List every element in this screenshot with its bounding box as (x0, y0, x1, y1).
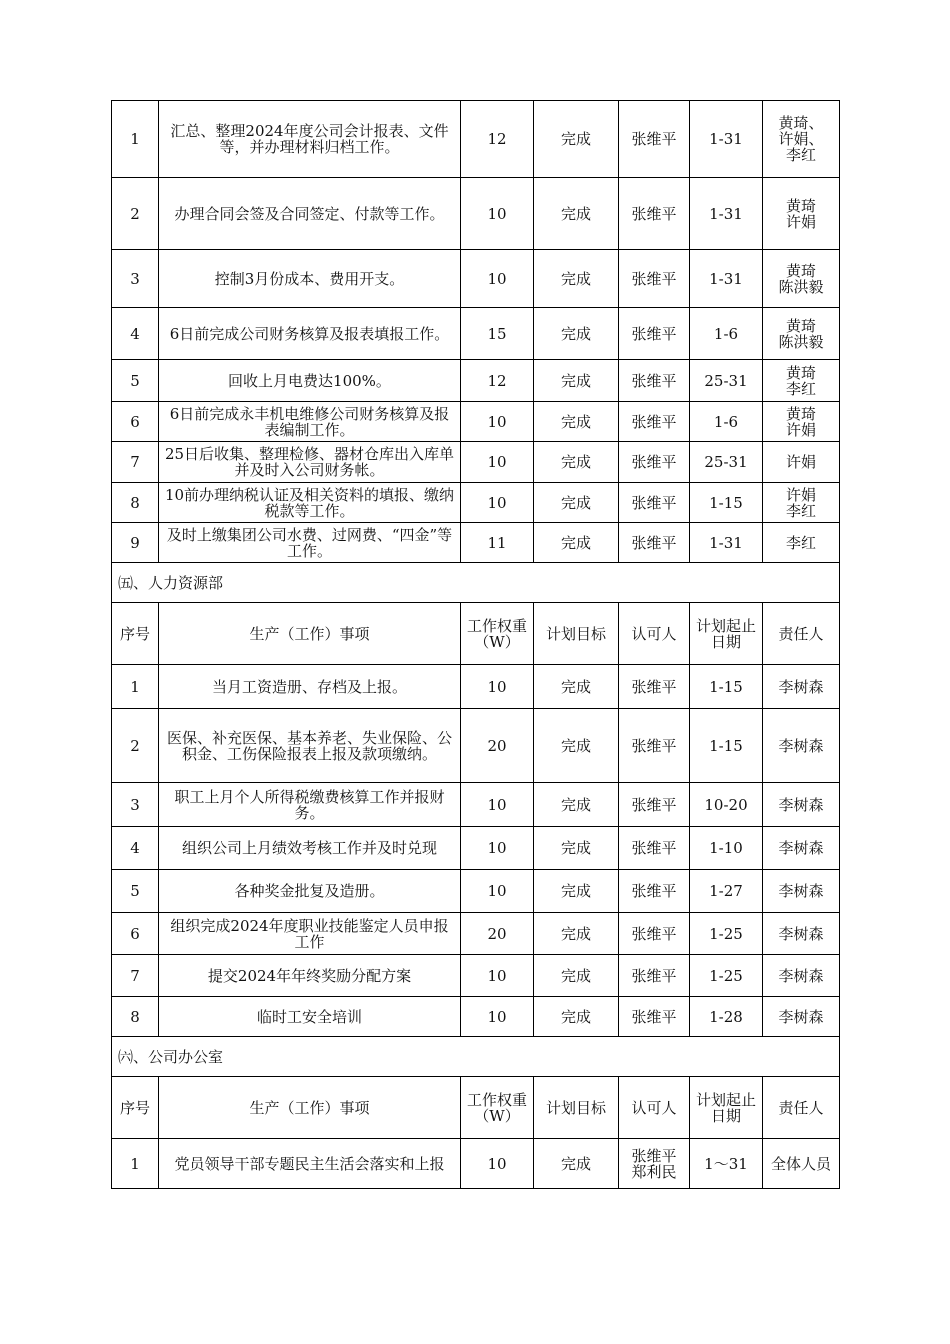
finance-table-row (112, 101, 840, 178)
date-range-cell: 25-31 (690, 442, 763, 483)
owner-cell: 李树森 (763, 955, 840, 997)
weight-cell: 10 (461, 783, 534, 827)
task-description: 提交2024年年终奖励分配方案 (159, 955, 461, 997)
hr-table-row (112, 955, 840, 997)
date-range-cell: 1-28 (690, 997, 763, 1037)
header-target: 计划目标 (534, 603, 619, 665)
weight-cell: 10 (461, 955, 534, 997)
owner-cell-line: 许娟 (785, 420, 816, 439)
hr-table-row (112, 870, 840, 913)
section-title: ㈥、公司办公室 (112, 1037, 840, 1077)
date-range-cell: 1-15 (690, 709, 763, 783)
row-number: 8 (112, 483, 159, 523)
weight-cell: 10 (461, 178, 534, 250)
weight-cell: 12 (461, 360, 534, 402)
owner-cell (763, 178, 840, 250)
hr-table-row (112, 997, 840, 1037)
hr-table-row (112, 827, 840, 870)
target-cell: 完成 (534, 308, 619, 360)
target-cell: 完成 (534, 783, 619, 827)
header-owner: 责任人 (763, 603, 840, 665)
row-number: 3 (112, 783, 159, 827)
approver-cell: 张维平 (619, 523, 690, 563)
date-range-cell: 1-15 (690, 483, 763, 523)
hr-table-row (112, 913, 840, 955)
owner-cell-line: 黄琦、 (778, 114, 824, 132)
header-approver: 认可人 (619, 1077, 690, 1139)
owner-cell (763, 402, 840, 442)
owner-cell: 李树森 (763, 827, 840, 870)
header-no: 序号 (112, 603, 159, 665)
owner-cell: 李树森 (763, 783, 840, 827)
approver-cell: 张维平 (619, 827, 690, 870)
header-owner: 责任人 (763, 1077, 840, 1139)
row-number: 5 (112, 360, 159, 402)
owner-cell (763, 523, 840, 563)
target-cell: 完成 (534, 1139, 619, 1189)
approver-cell: 张维平 (619, 402, 690, 442)
owner-cell-line: 黄琦 (785, 196, 816, 215)
approver-cell: 张维平 (619, 483, 690, 523)
target-cell: 完成 (534, 870, 619, 913)
header-task: 生产（工作）事项 (159, 603, 461, 665)
owner-cell-line: 许娟、 (778, 130, 824, 148)
weight-cell: 10 (461, 483, 534, 523)
approver-cell: 张维平 (619, 360, 690, 402)
office-table-row (112, 1139, 840, 1189)
row-number: 7 (112, 442, 159, 483)
header-approver: 认可人 (619, 603, 690, 665)
weight-cell: 11 (461, 523, 534, 563)
owner-cell-line: 黄琦 (785, 316, 816, 335)
row-number: 7 (112, 955, 159, 997)
weight-cell: 10 (461, 442, 534, 483)
owner-cell-line: 许娟 (785, 453, 816, 471)
row-number: 4 (112, 308, 159, 360)
target-cell: 完成 (534, 402, 619, 442)
approver-cell-line: 郑利民 (631, 1162, 677, 1181)
finance-table-row (112, 402, 840, 442)
approver-cell: 张维平 (619, 665, 690, 709)
header-dates: 计划起止日期 (690, 603, 763, 665)
weight-cell: 10 (461, 1139, 534, 1189)
task-description: 临时工安全培训 (159, 997, 461, 1037)
approver-cell: 张维平 (619, 709, 690, 783)
row-number: 9 (112, 523, 159, 563)
owner-cell-line: 陈洪毅 (778, 332, 824, 351)
row-number: 3 (112, 250, 159, 308)
owner-cell (763, 360, 840, 402)
weight-cell: 12 (461, 101, 534, 178)
date-range-cell: 1-27 (690, 870, 763, 913)
approver-cell: 张维平 (619, 101, 690, 178)
task-description: 职工上月个人所得税缴费核算工作并报财务。 (159, 783, 461, 827)
date-range-cell: 1～31 (690, 1139, 763, 1189)
owner-cell (763, 101, 840, 178)
weight-cell: 15 (461, 308, 534, 360)
hr-table-row (112, 709, 840, 783)
owner-cell (763, 442, 840, 483)
date-range-cell: 1-31 (690, 178, 763, 250)
date-range-cell: 1-25 (690, 913, 763, 955)
owner-cell (763, 250, 840, 308)
approver-cell: 张维平 (619, 997, 690, 1037)
owner-cell: 李树森 (763, 870, 840, 913)
approver-cell-line: 张维平 (631, 1146, 677, 1165)
date-range-cell: 10-20 (690, 783, 763, 827)
weight-cell: 10 (461, 402, 534, 442)
date-range-cell: 1-6 (690, 402, 763, 442)
target-cell: 完成 (534, 442, 619, 483)
target-cell: 完成 (534, 178, 619, 250)
task-description: 办理合同会签及合同签定、付款等工作。 (159, 178, 461, 250)
weight-cell: 10 (461, 827, 534, 870)
approver-cell: 张维平 (619, 870, 690, 913)
header-weight: 工作权重（W） (461, 1077, 534, 1139)
header-no: 序号 (112, 1077, 159, 1139)
section-title: ㈤、人力资源部 (112, 563, 840, 603)
task-description: 6日前完成永丰机电维修公司财务核算及报表编制工作。 (159, 402, 461, 442)
hr-table-row (112, 665, 840, 709)
row-number: 1 (112, 1139, 159, 1189)
weight-cell: 20 (461, 709, 534, 783)
owner-cell-line: 黄琦 (785, 363, 816, 382)
owner-cell-line: 李红 (785, 501, 816, 520)
row-number: 8 (112, 997, 159, 1037)
header-task: 生产（工作）事项 (159, 1077, 461, 1139)
task-description: 组织完成2024年度职业技能鉴定人员申报工作 (159, 913, 461, 955)
owner-cell-line: 李红 (785, 379, 816, 398)
date-range-cell: 1-25 (690, 955, 763, 997)
hr-table-header (112, 603, 840, 665)
target-cell: 完成 (534, 250, 619, 308)
weight-cell: 10 (461, 665, 534, 709)
header-target: 计划目标 (534, 1077, 619, 1139)
target-cell: 完成 (534, 523, 619, 563)
row-number: 2 (112, 178, 159, 250)
date-range-cell: 1-31 (690, 250, 763, 308)
finance-table-row (112, 250, 840, 308)
owner-cell: 李树森 (763, 913, 840, 955)
finance-table-row (112, 178, 840, 250)
task-description: 党员领导干部专题民主生活会落实和上报 (159, 1139, 461, 1189)
date-range-cell: 1-10 (690, 827, 763, 870)
approver-cell: 张维平 (619, 250, 690, 308)
weight-cell: 20 (461, 913, 534, 955)
owner-cell: 李树森 (763, 709, 840, 783)
owner-cell (763, 308, 840, 360)
task-description: 及时上缴集团公司水费、过网费、“四金”等工作。 (159, 523, 461, 563)
task-description: 汇总、整理2024年度公司会计报表、文件等，并办理材料归档工作。 (159, 101, 461, 178)
task-description: 回收上月电费达100%。 (159, 360, 461, 402)
finance-table-row (112, 523, 840, 563)
weight-cell: 10 (461, 870, 534, 913)
weight-cell: 10 (461, 250, 534, 308)
row-number: 6 (112, 402, 159, 442)
office-table-header (112, 1077, 840, 1139)
date-range-cell: 1-31 (690, 101, 763, 178)
row-number: 1 (112, 101, 159, 178)
office-section-title-row (112, 1037, 840, 1077)
task-description: 当月工资造册、存档及上报。 (159, 665, 461, 709)
target-cell: 完成 (534, 709, 619, 783)
owner-cell-line: 许娟 (785, 212, 816, 231)
finance-table-row (112, 308, 840, 360)
target-cell: 完成 (534, 360, 619, 402)
row-number: 1 (112, 665, 159, 709)
approver-cell: 张维平 (619, 178, 690, 250)
date-range-cell: 25-31 (690, 360, 763, 402)
finance-table-row (112, 483, 840, 523)
owner-cell-line: 李红 (785, 533, 816, 552)
task-description: 控制3月份成本、费用开支。 (159, 250, 461, 308)
finance-table-row (112, 360, 840, 402)
task-description: 各种奖金批复及造册。 (159, 870, 461, 913)
approver-cell: 张维平 (619, 955, 690, 997)
owner-cell: 李树森 (763, 997, 840, 1037)
date-range-cell: 1-15 (690, 665, 763, 709)
target-cell: 完成 (534, 101, 619, 178)
approver-cell: 张维平 (619, 442, 690, 483)
row-number: 2 (112, 709, 159, 783)
finance-table-row (112, 442, 840, 483)
task-description: 6日前完成公司财务核算及报表填报工作。 (159, 308, 461, 360)
date-range-cell: 1-31 (690, 523, 763, 563)
target-cell: 完成 (534, 997, 619, 1037)
owner-cell-line: 陈洪毅 (778, 277, 824, 296)
hr-section-title-row (112, 563, 840, 603)
approver-cell: 张维平 (619, 913, 690, 955)
owner-cell: 全体人员 (763, 1139, 840, 1189)
task-description: 组织公司上月绩效考核工作并及时兑现 (159, 827, 461, 870)
target-cell: 完成 (534, 483, 619, 523)
owner-cell (763, 483, 840, 523)
target-cell: 完成 (534, 827, 619, 870)
row-number: 5 (112, 870, 159, 913)
row-number: 4 (112, 827, 159, 870)
work-plan-table (111, 100, 840, 1189)
approver-cell: 张维平 (619, 308, 690, 360)
target-cell: 完成 (534, 913, 619, 955)
hr-table-row (112, 783, 840, 827)
row-number: 6 (112, 913, 159, 955)
approver-cell: 张维平 (619, 783, 690, 827)
owner-cell-line: 李红 (785, 146, 816, 164)
target-cell: 完成 (534, 955, 619, 997)
date-range-cell: 1-6 (690, 308, 763, 360)
header-dates: 计划起止日期 (690, 1077, 763, 1139)
approver-cell (619, 1139, 690, 1189)
owner-cell: 李树森 (763, 665, 840, 709)
task-description: 25日后收集、整理检修、器材仓库出入库单并及时入公司财务帐。 (159, 442, 461, 483)
owner-cell-line: 黄琦 (785, 261, 816, 280)
header-weight: 工作权重（W） (461, 603, 534, 665)
owner-cell-line: 许娟 (785, 485, 816, 504)
target-cell: 完成 (534, 665, 619, 709)
task-description: 医保、补充医保、基本养老、失业保险、公积金、工伤保险报表上报及款项缴纳。 (159, 709, 461, 783)
task-description: 10前办理纳税认证及相关资料的填报、缴纳税款等工作。 (159, 483, 461, 523)
owner-cell-line: 黄琦 (785, 404, 816, 423)
weight-cell: 10 (461, 997, 534, 1037)
